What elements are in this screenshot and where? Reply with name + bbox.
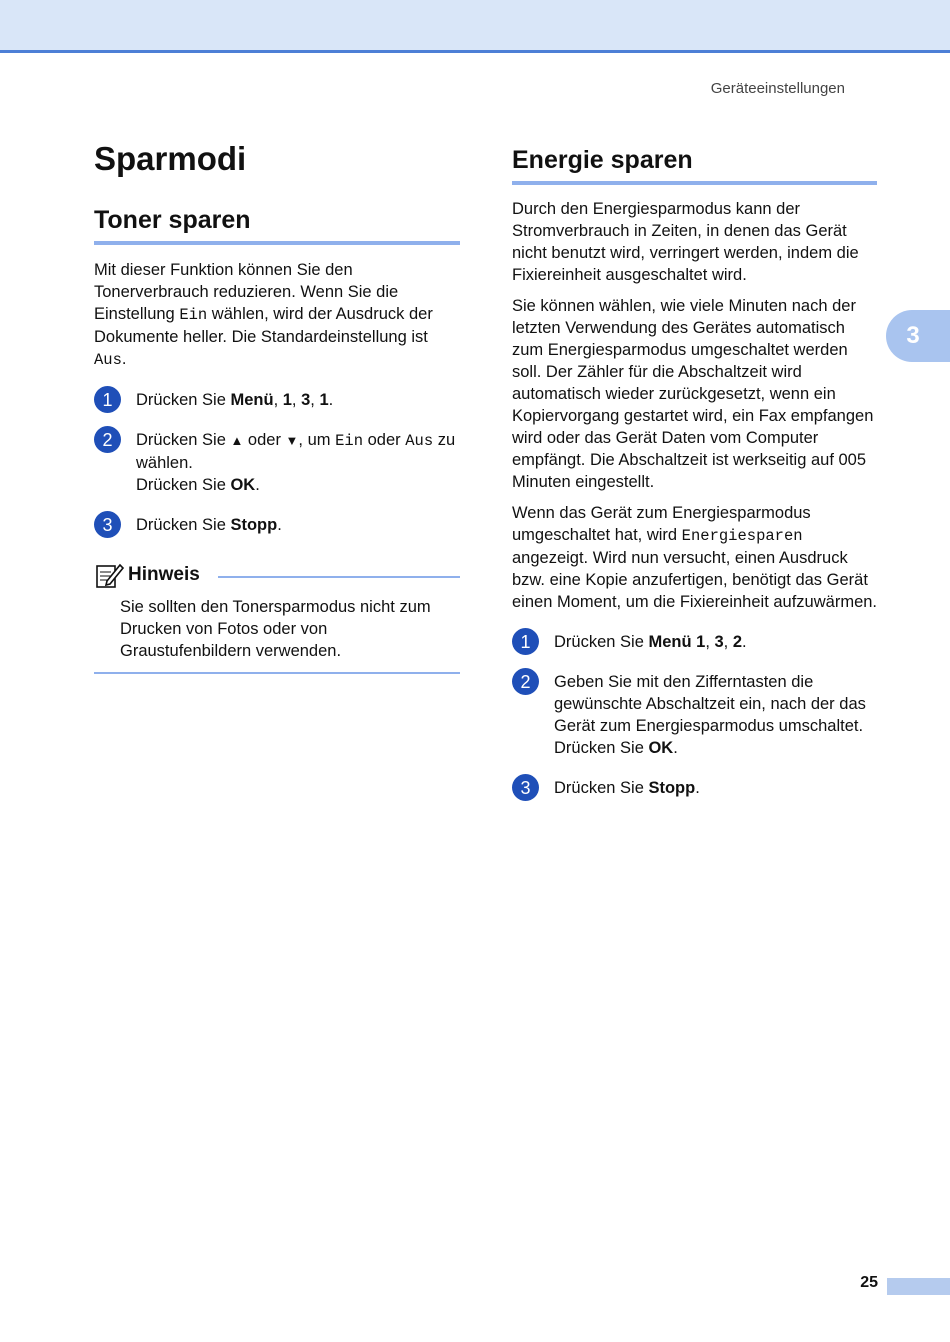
footer-bar	[887, 1278, 950, 1295]
up-arrow-icon: ▲	[230, 433, 244, 448]
note-pencil-icon	[94, 560, 126, 590]
note-title: Hinweis	[128, 564, 200, 585]
energy-step-3: 3 Drücken Sie Stopp.	[512, 777, 877, 799]
step-number-badge: 2	[94, 426, 121, 453]
energy-step-1: 1 Drücken Sie Menü 1, 3, 2.	[512, 631, 877, 653]
step-number-badge: 1	[94, 386, 121, 413]
step-number-badge: 3	[512, 774, 539, 801]
note-rule	[218, 576, 460, 578]
page-number: 25	[860, 1274, 878, 1291]
energy-paragraph-1: Durch den Energiesparmodus kann der Stromverbrauch in Zeiten, in denen das Gerät nicht benutzt wird, verringert werden, indem die Fixiereinheit ausgeschaltet wird.	[512, 200, 859, 284]
step-number-badge: 1	[512, 628, 539, 655]
toner-step-3: 3 Drücken Sie Stopp.	[94, 514, 460, 536]
toner-intro-paragraph: Mit dieser Funktion können Sie den Tonerverbrauch reduzieren. Wenn Sie die Einstellung Ein wählen, wird der Ausdruck der Dokumente heller. Die Standardeinstellung ist Aus.	[94, 261, 433, 369]
right-column	[512, 140, 877, 799]
left-column	[94, 140, 460, 674]
page-title: Sparmodi	[94, 140, 247, 177]
step-number-badge: 2	[512, 668, 539, 695]
section-heading-energy: Energie sparen	[512, 146, 877, 185]
note-text: Sie sollten den Tonersparmodus nicht zum Drucken von Fotos oder von Graustufenbildern verwenden.	[120, 598, 431, 660]
section-heading-toner: Toner sparen	[94, 206, 460, 245]
running-header: Geräteeinstellungen	[710, 80, 845, 97]
energy-paragraph-2: Sie können wählen, wie viele Minuten nach der letzten Verwendung des Gerätes automatisch zum Energiesparmodus umgeschaltet werden soll. Der Zähler für die Abschaltzeit wird automatisch wieder zurückgesetzt, wenn ein Kopiervorgang gestartet wird, ein Fax empfangen wird oder das Gerät Daten vom Computer empfängt. Die Abschaltzeit ist werkseitig auf 005 Minuten eingestellt.	[512, 297, 874, 491]
toner-step-2: 2 Drücken Sie ▲ oder ▼, um Ein oder Aus zu wählen. Drücken Sie OK.	[94, 429, 460, 496]
top-header-band	[0, 0, 950, 53]
energy-step-2: 2 Geben Sie mit den Zifferntasten die gewünschte Abschaltzeit ein, nach der das Gerät zum Energiesparmodus umschaltet. Drücken Sie OK.	[512, 671, 877, 759]
step-number-badge: 3	[94, 511, 121, 538]
note-box	[94, 560, 460, 674]
energy-paragraph-3: Wenn das Gerät zum Energiesparmodus umgeschaltet hat, wird Energiesparen angezeigt. Wird nun versucht, einen Ausdruck bzw. eine Kopie anzufertigen, benötigt das Gerät einen Moment, um die Fixiereinheit aufzuwärmen.	[512, 504, 878, 611]
chapter-tab: 3	[886, 310, 950, 362]
down-arrow-icon: ▼	[285, 433, 299, 448]
toner-step-1: 1 Drücken Sie Menü, 1, 3, 1.	[94, 389, 460, 411]
